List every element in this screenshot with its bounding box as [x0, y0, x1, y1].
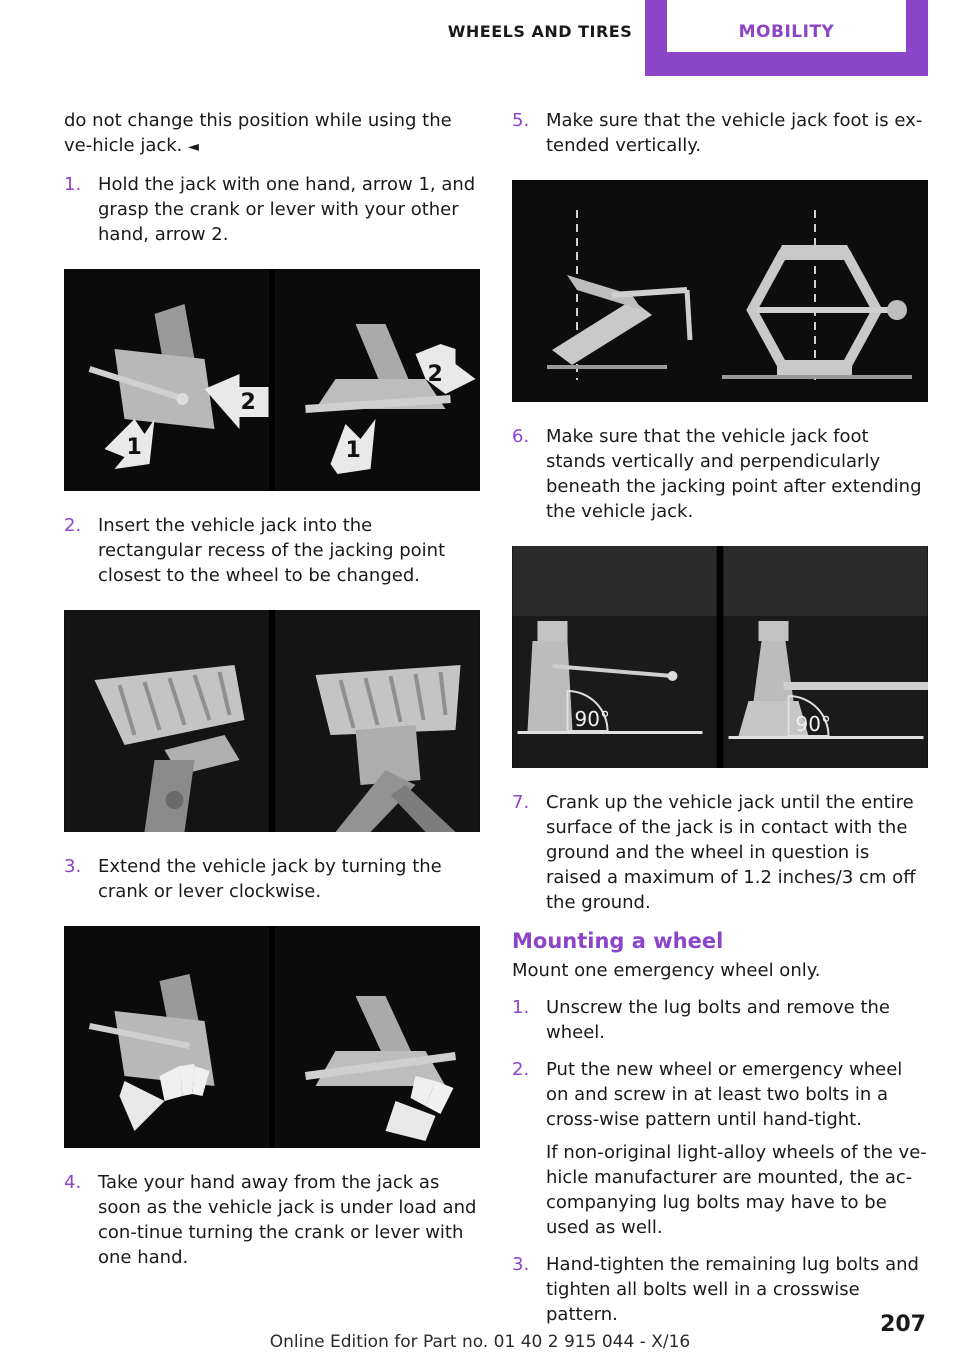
figure-panel-right: [275, 926, 480, 1148]
step-text: Take your hand away from the jack as soon as the vehicle jack is under load and con‐tinue turning the crank or lever with one hand.: [98, 1172, 477, 1268]
arrow-label-1: 1: [126, 435, 142, 460]
step-number: 1.: [64, 174, 82, 195]
mount-step-3: [512, 1252, 928, 1327]
step-text: Extend the vehicle jack by turning the crank or lever clockwise.: [98, 856, 442, 902]
step-number: 2.: [64, 515, 82, 536]
arrow-label-1b: 1: [345, 438, 361, 463]
step-4: [64, 1170, 480, 1270]
step-6: [512, 424, 928, 524]
jacking-point-illustration-left: [64, 610, 269, 832]
figure-jack-perpendicular: [512, 546, 928, 768]
page-number: 207: [880, 1312, 926, 1337]
figure-jack-foot-vertical: [512, 180, 928, 402]
step-number: 4.: [64, 1172, 82, 1193]
step-number: 2.: [512, 1059, 530, 1080]
step-text: Hand-tighten the remaining lug bolts and tighten all bolts well in a crosswise pattern.: [546, 1254, 919, 1325]
right-column: [512, 108, 928, 1339]
figure-extend-jack: [64, 926, 480, 1148]
intro-text: do not change this position while using the ve‐hicle jack.: [64, 110, 452, 156]
intro-paragraph: [64, 108, 480, 160]
step-5: [512, 108, 928, 158]
step-number: 3.: [64, 856, 82, 877]
mount-step-1: [512, 995, 928, 1045]
section-heading-mounting-wheel: Mounting a wheel: [512, 929, 724, 953]
jack-foot-vertical-illustration: [512, 180, 928, 402]
chapter-tab-label: MOBILITY: [738, 22, 835, 42]
edition-text: Online Edition for Part no. 01 40 2 915 044 - X/16: [269, 1332, 691, 1352]
extend-jack-illustration-left: [64, 926, 269, 1148]
jack-perpendicular-illustration-right: [723, 546, 928, 768]
jack-hold-illustration-left: [64, 269, 269, 491]
section-intro: Mount one emergency wheel only.: [512, 960, 821, 981]
figure-panel-right: [723, 546, 928, 768]
end-mark: ◄: [188, 139, 199, 155]
figure-panel-left: [512, 546, 717, 768]
step-1: [64, 172, 480, 247]
jack-hold-illustration-right: [275, 269, 480, 491]
jack-perpendicular-illustration-left: [512, 546, 717, 768]
figure-hold-jack: [64, 269, 480, 491]
extend-jack-illustration-right: [275, 926, 480, 1148]
figure-panel-right: [275, 269, 480, 491]
mount-step-2: [512, 1057, 928, 1132]
figure-panel-left: [64, 926, 269, 1148]
angle-label-left: 90°: [574, 707, 610, 731]
step-2: [64, 513, 480, 588]
page-footer: [0, 1312, 960, 1362]
step-number: 5.: [512, 110, 530, 131]
step-number: 7.: [512, 792, 530, 813]
step-7: [512, 790, 928, 915]
mount-note: If non-original light-alloy wheels of the ve‐hicle manufacturer are mounted, the ac‐companying lug bolts may have to be used as well.: [546, 1142, 927, 1238]
step-text: Make sure that the vehicle jack foot stands vertically and perpendicularly beneath the jacking point after extending the vehicle jack.: [546, 426, 922, 522]
angle-label-right: 90°: [795, 712, 831, 736]
left-column: [64, 108, 480, 1282]
figure-panel-left: [64, 610, 269, 832]
step-text: Unscrew the lug bolts and remove the wheel.: [546, 997, 890, 1043]
figure-jacking-point: [64, 610, 480, 832]
step-text: Crank up the vehicle jack until the entire surface of the jack is in contact with the ground and the wheel in question is raised a maximum of 1.2 inches/3 cm off the ground.: [546, 792, 916, 913]
arrow-label-2b: 2: [427, 362, 443, 387]
step-3: [64, 854, 480, 904]
step-text: Insert the vehicle jack into the rectangular recess of the jacking point closest to the wheel to be changed.: [98, 515, 446, 586]
jacking-point-illustration-right: [275, 610, 480, 832]
running-header-section: WHEELS AND TIRES: [447, 22, 633, 41]
chapter-tab-inner: [667, 0, 906, 52]
step-number: 3.: [512, 1254, 530, 1275]
arrow-label-2: 2: [240, 390, 256, 415]
figure-panel-left: [64, 269, 269, 491]
step-text: Hold the jack with one hand, arrow 1, and grasp the crank or lever with your other hand, arrow 2.: [98, 174, 476, 245]
step-number: 1.: [512, 997, 530, 1018]
step-number: 6.: [512, 426, 530, 447]
figure-panel-right: [275, 610, 480, 832]
step-text: Make sure that the vehicle jack foot is ex‐tended vertically.: [546, 110, 923, 156]
chapter-tab: [645, 0, 928, 76]
step-text: Put the new wheel or emergency wheel on and screw in at least two bolts in a cross‐wise pattern until hand-tight.: [546, 1059, 903, 1130]
